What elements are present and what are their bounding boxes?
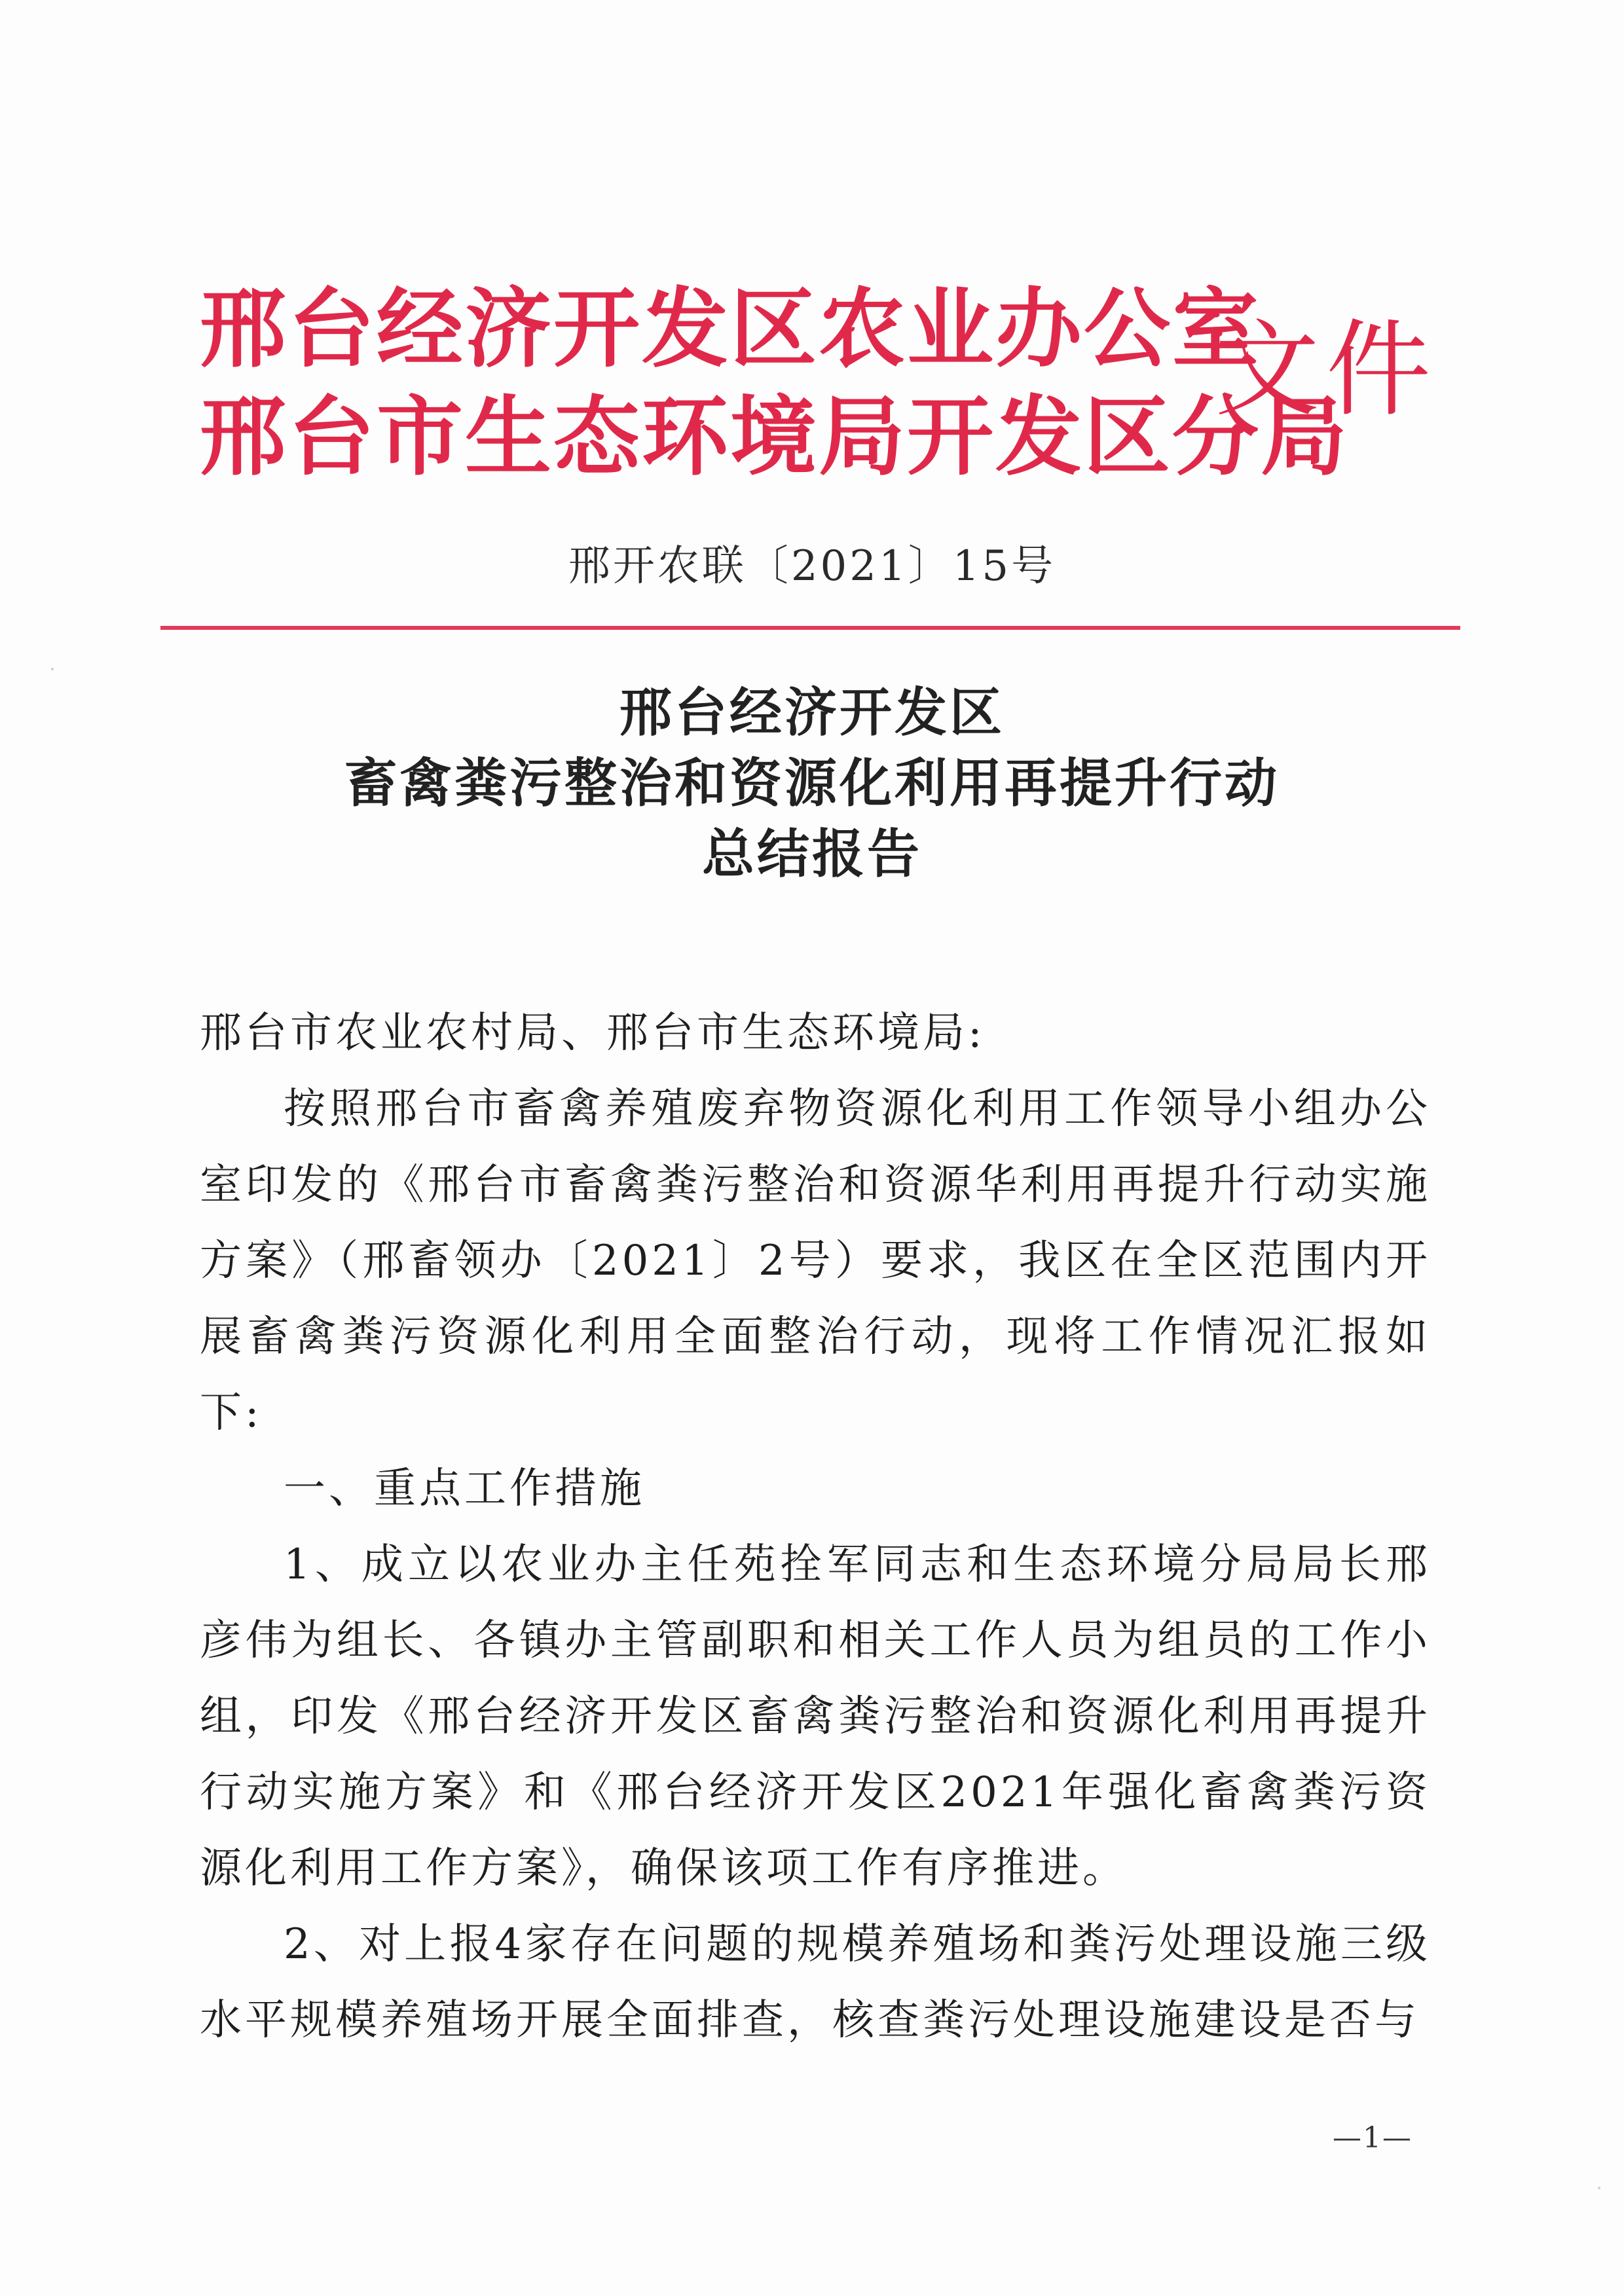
report-body xyxy=(200,995,1431,2058)
measure-paragraph-2: 2、对上报4家存在问题的规模养殖场和粪污处理设施三级水平规模养殖场开展全面排查，核查粪污处理设施建设是否与 xyxy=(200,1920,1431,2045)
title-line-3: 总结报告 xyxy=(702,824,922,884)
document-type-label: 文件 xyxy=(1215,308,1438,431)
scan-speck xyxy=(1598,2187,1600,2189)
issuer-agriculture-office: 邢台经济开发区农业办公室 xyxy=(200,278,1261,380)
title-line-2: 畜禽粪污整治和资源化利用再提升行动 xyxy=(344,753,1280,814)
report-title xyxy=(0,678,1624,890)
title-line-1: 邢台经济开发区 xyxy=(619,682,1005,743)
intro-paragraph: 按照邢台市畜禽养殖废弃物资源化利用工作领导小组办公室印发的《邢台市畜禽粪污整治和资源华利用再提升行动实施方案》（邢畜领办〔2021〕2号）要求，我区在全区范围内开展畜禽粪污资源化利用全面整治行动，现将工作情况汇报如下: xyxy=(200,1085,1431,1437)
red-separator-line xyxy=(160,626,1460,630)
section-heading: 一、重点工作措施 xyxy=(284,1465,645,1513)
salutation: 邢台市农业农村局、邢台市生态环境局: xyxy=(200,1009,986,1057)
issuer-ecology-branch: 邢台市生态环境局开发区分局 xyxy=(200,386,1349,488)
measure-paragraph-1: 1、成立以农业办主任苑拴军同志和生态环境分局局长邢彦伟为组长、各镇办主管副职和相关工作人员为组员的工作小组，印发《邢台经济开发区畜禽粪污整治和资源化利用再提升行动实施方案》和《邢台经济开发区2021年强化畜禽粪污资源化利用工作方案》，确保该项工作有序推进。 xyxy=(200,1540,1431,1893)
page-number: —1— xyxy=(1333,2121,1412,2155)
scan-speck xyxy=(51,668,54,670)
document-number: 邢开农联〔2021〕15号 xyxy=(568,542,1056,591)
